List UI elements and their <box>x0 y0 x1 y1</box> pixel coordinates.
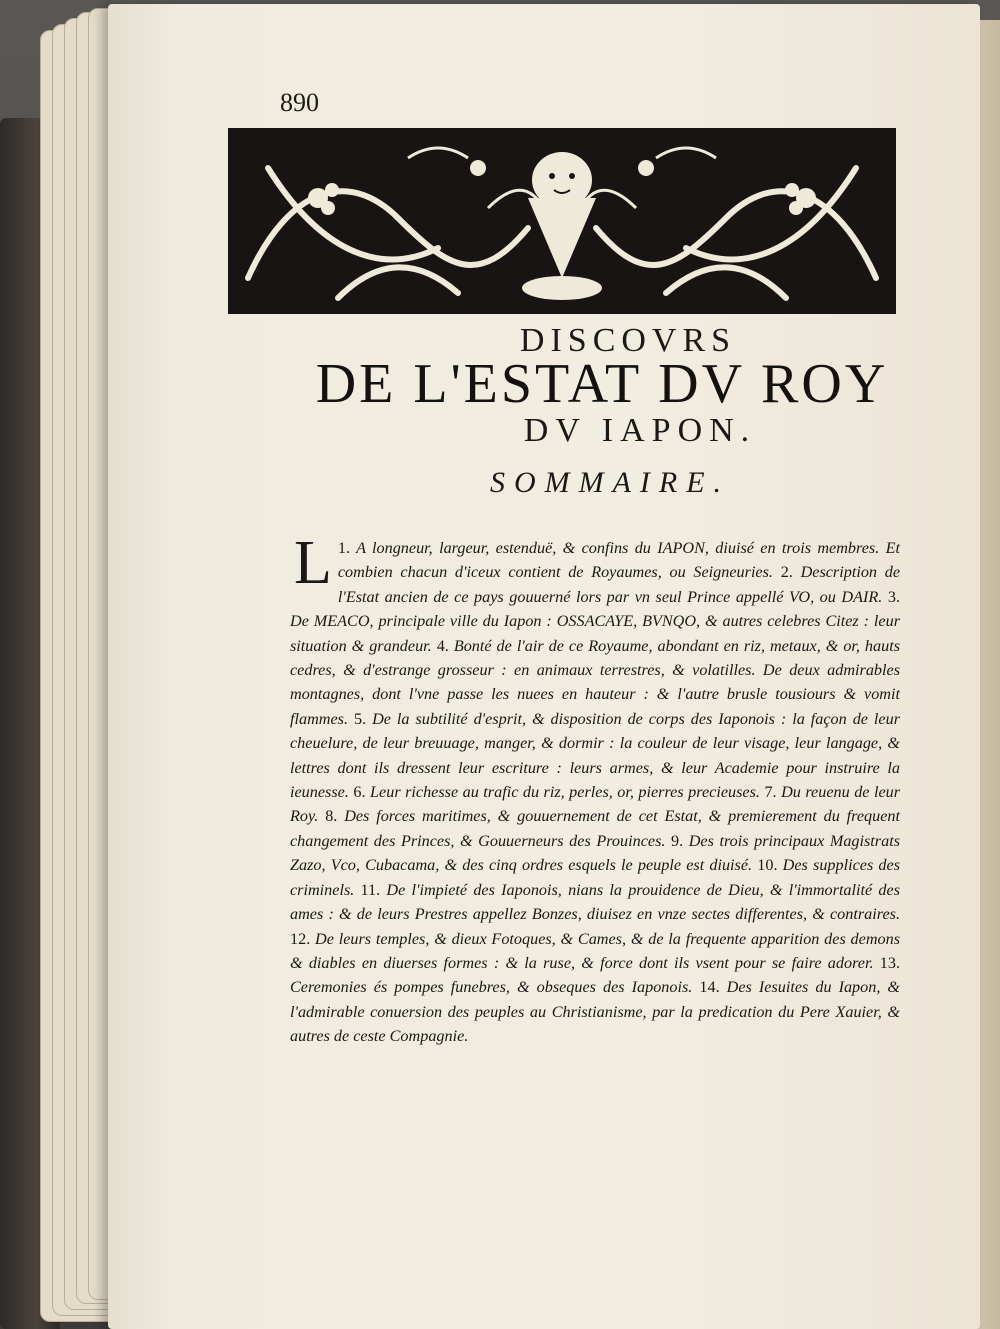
item-text: Du reuenu de leur Roy. <box>290 783 901 826</box>
item-text: De MEACO, principale ville du Iapon : OSSACAYE, BVNQO, & autres celebres Citez : leur situation & grandeur. <box>290 612 900 655</box>
item-number: 10. <box>757 856 778 875</box>
ornament-scroll-icon <box>228 128 896 314</box>
heading-subtitle: DV IAPON. <box>523 412 757 449</box>
item-number: 5. <box>353 709 367 728</box>
item-text: Des trois principaux Magistrats Zazo, Vco, Cubacama, & des cinq ordres esquels le peuple est diuisé. <box>290 831 900 875</box>
heading-sommaire: SOMMAIRE. <box>489 466 731 499</box>
summary-paragraph <box>290 529 901 1049</box>
ornamental-headpiece <box>228 128 896 314</box>
item-text: De leurs temples, & dieux Fotoques, & Cames, & de la frequente apparition des demons & diables en diuerses formes : & la ruse, & force dont ils vsent pour se faire adorer. <box>290 929 901 972</box>
item-number: 7. <box>764 783 777 802</box>
item-number: 13. <box>879 953 901 972</box>
item-number: 14. <box>699 978 720 997</box>
item-text: Des supplices des criminels. <box>290 856 901 899</box>
item-number: 6. <box>353 783 366 802</box>
item-text: Ceremonies és pompes funebres, & obseques des Iaponois. <box>290 978 693 997</box>
item-text: Des forces maritimes, & gouuernement de cet Estat, & premierement du frequent changement des Princes, & Gouuerneurs des Prouinces. <box>290 807 901 850</box>
item-text: Bonté de l'air de ce Royaume, abondant en riz, metaux, & or, hauts cedres, & d'estrange grosseur : en animaux terrestres, & volatilles. De deux admirables montagnes, dont l'vne passe les nuees en hauteur : & l'autre brusle tousiours & vomit flammes. <box>290 636 901 728</box>
item-text: Des Iesuites du Iapon, & l'admirable conuersion des peuples au Christianisme, par la predication du Pere Xauier, & autres de ceste Compagnie. <box>290 978 901 1046</box>
item-number: 4. <box>436 636 449 655</box>
heading-discours: DISCOVRS <box>519 322 737 359</box>
item-number: 12. <box>290 929 311 948</box>
item-number: 8. <box>325 807 338 826</box>
item-number: 9. <box>671 831 684 850</box>
item-number: 1. <box>337 539 351 557</box>
item-text: De la subtilité d'esprit, & disposition de corps des Iaponois : la façon de leur cheuelure, de leur breuuage, manger, & dormir : la couleur de leur visage, leur langage, & lettres dont ils dressent leur escriture : leurs armes, & leur Academie pour instruire la ieunesse. <box>290 709 901 802</box>
item-number: 2. <box>780 563 793 582</box>
item-text: Leur richesse au trafic du riz, perles, or, pierres precieuses. <box>370 783 760 802</box>
item-text: Description de l'Estat ancien de ce pays gouuerné lors par vn seul Prince appellé VO, ou DAIR. <box>337 563 901 606</box>
drop-cap: L <box>294 529 332 597</box>
page-number: 890 <box>280 88 319 117</box>
item-number: 3. <box>887 587 901 606</box>
page-title: DE L'ESTAT DV ROY <box>315 353 889 415</box>
item-number: 11. <box>360 880 381 899</box>
item-text: De l'impieté des Iaponois, nians la prouidence de Dieu, & l'immortalité des ames : & de leurs Prestres appellez Bonzes, diuisez en vnze sectes differentes, & contraires. <box>290 880 901 924</box>
item-text: A longneur, largeur, estenduë, & confins du IAPON, diuisé en trois membres. Et combien chacun d'iceux contient de Royaumes, ou Seigneuries. <box>337 539 900 582</box>
